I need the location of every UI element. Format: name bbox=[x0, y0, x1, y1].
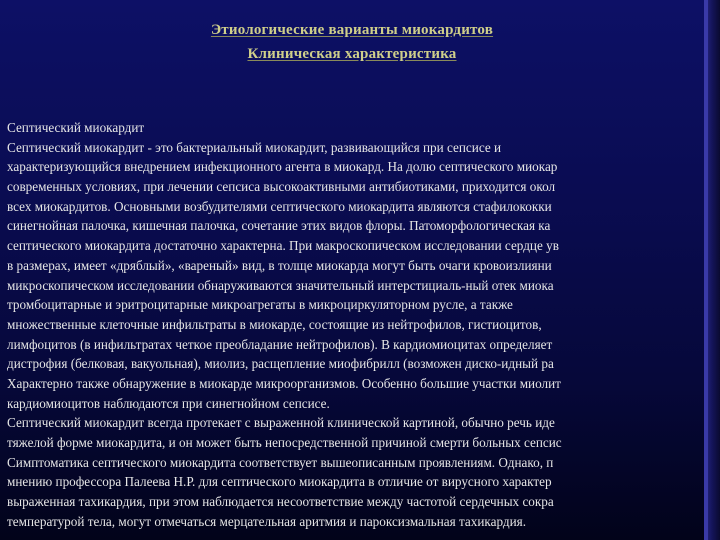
body-line: Симптоматика септического миокардита соответствует вышеописанным проявлениям. Однако, п bbox=[7, 454, 554, 470]
body-line: Септический миокардит - это бактериальный миокардит, развивающийся при сепсисе и bbox=[7, 139, 502, 155]
body-line: всех миокардитов. Основными возбудителями септического миокардита являются стафилококки bbox=[7, 198, 552, 214]
title-line-2: Клиническая характеристика bbox=[247, 46, 457, 62]
body-line: септического миокардита достаточно характерна. При макроскопическом исследовании сердце ув bbox=[7, 238, 559, 254]
body-line: тяжелой форме миокардита, и он может быть непосредственной причиной смерти больных сепсис bbox=[7, 435, 562, 450]
body-line: синегнойная палочка, кишечная палочка, сочетание этих видов флоры. Патоморфологическая ка bbox=[7, 218, 551, 234]
title-line-1: Этиологические варианты миокардитов bbox=[210, 22, 494, 38]
body-line: кардиомиоцитов наблюдаются при синегнойном сепсисе. bbox=[7, 395, 330, 411]
edge-stripe bbox=[704, 0, 708, 540]
slide-title bbox=[0, 18, 704, 66]
body-text bbox=[7, 118, 704, 531]
body-line: Септический миокардит всегда протекает с выраженной клинической картиной, обычно речь иде bbox=[7, 415, 555, 431]
body-line: Септический миокардит bbox=[7, 120, 145, 135]
body-line: в размерах, имеет «дряблый», «вареный» вид, в толще миокарда могут быть очаги кровоизлияни bbox=[7, 257, 552, 273]
body-line: выраженная тахикардия, при этом наблюдается несоответствие между частотой сердечных сокра bbox=[7, 494, 554, 510]
body-line: температурой тела, могут отмечаться мерцательная аритмия и пароксизмальная тахикардия. bbox=[7, 513, 527, 529]
slide-right-edge bbox=[704, 0, 720, 540]
body-line: мнению профессора Палеева Н.Р. для септического миокардита в отличие от вирусного характер bbox=[7, 474, 552, 490]
body-line: современных условиях, при лечении сепсиса высокоактивными антибиотиками, приходится окол bbox=[7, 179, 556, 195]
body-line: характеризующийся внедрением инфекционного агента в миокард. На долю септического миокар bbox=[7, 159, 558, 175]
body-line: Характерно также обнаружение в миокарде микроорганизмов. Особенно большие участки миолит bbox=[7, 375, 561, 391]
body-line: тромбоцитарные и эритроцитарные микроагрегаты в микроциркуляторном русле, а также bbox=[7, 297, 513, 313]
body-line: лимфоцитов (в инфильтратах четкое преобладание нейтрофилов). В кардиомиоцитах определяет bbox=[7, 336, 553, 352]
body-line: множественные клеточные инфильтраты в миокарде, состоящие из нейтрофилов, гистиоцитов, bbox=[7, 316, 542, 332]
body-line: дистрофия (белковая, вакуольная), миолиз, расщепление миофибрилл (возможен диско-идный ра bbox=[7, 356, 554, 372]
body-line: микроскопическом исследовании обнаруживаются значительный интерстициаль-ный отек миока bbox=[7, 277, 554, 293]
